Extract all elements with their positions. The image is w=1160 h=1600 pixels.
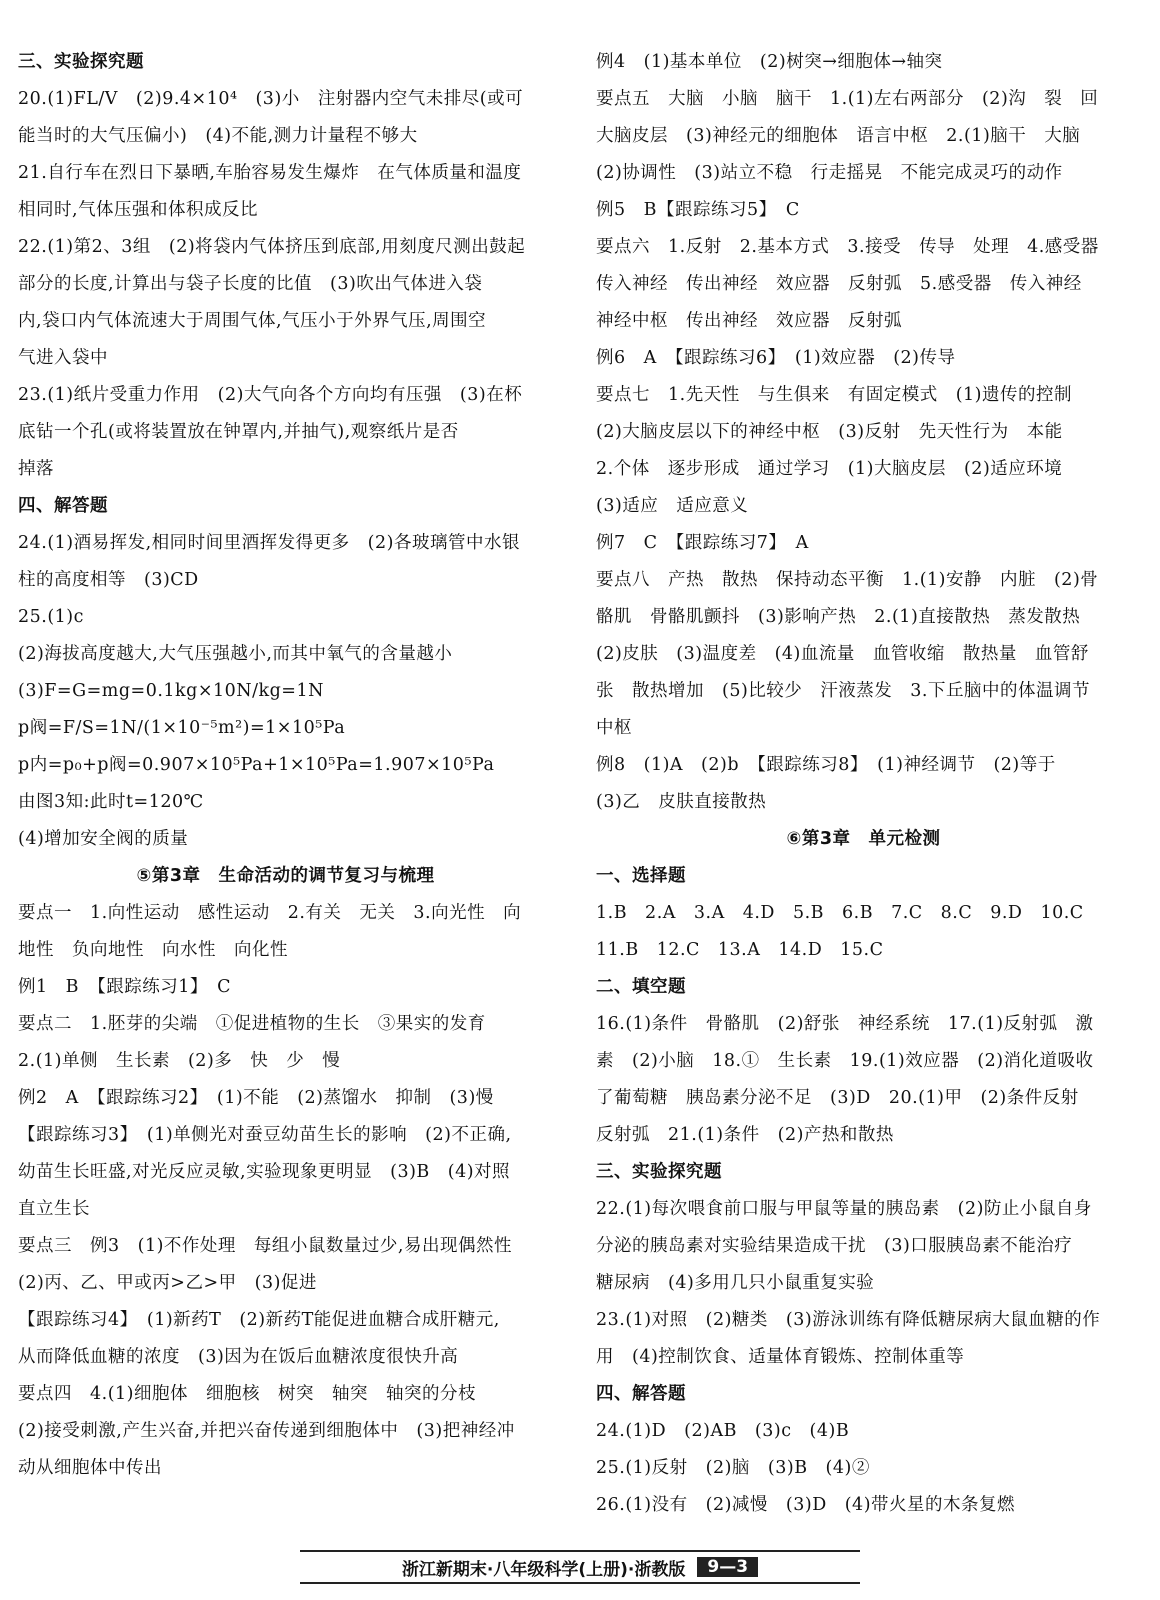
section-heading: 三、实验探究题 <box>18 52 144 72</box>
section-heading: ⑥第3章 单元检测 <box>786 829 941 849</box>
text-line: 要点四 4.(1)细胞体 细胞核 树突 轴突 轴突的分枝 <box>18 1384 476 1404</box>
text-line: 神经中枢 传出神经 效应器 反射弧 <box>596 311 902 331</box>
text-line: (3)乙 皮肤直接散热 <box>596 792 767 812</box>
text-line: 要点二 1.胚芽的尖端 ①促进植物的生长 ③果实的发育 <box>18 1014 486 1034</box>
text-line: 23.(1)纸片受重力作用 (2)大气向各个方向均有压强 (3)在杯 <box>18 385 523 405</box>
text-line: 2.个体 逐步形成 通过学习 (1)大脑皮层 (2)适应环境 <box>596 459 1063 479</box>
page-number: 9—3 <box>697 1557 758 1577</box>
text-line: 要点一 1.向性运动 感性运动 2.有关 无关 3.向光性 向 <box>18 903 522 923</box>
text-line: 11.B 12.C 13.A 14.D 15.C <box>596 940 884 960</box>
text-line: 掉落 <box>18 459 54 479</box>
text-line: 直立生长 <box>18 1199 90 1219</box>
text-line: 21.自行车在烈日下暴晒,车胎容易发生爆炸 在气体质量和温度 <box>18 163 522 183</box>
text-line: 地性 负向地性 向水性 向化性 <box>18 940 288 960</box>
text-line: 24.(1)D (2)AB (3)c (4)B <box>596 1421 850 1441</box>
left-column <box>18 44 553 1487</box>
text-line: 动从细胞体中传出 <box>18 1458 162 1478</box>
text-line: 25.(1)反射 (2)脑 (3)B (4)② <box>596 1458 870 1478</box>
text-line: 中枢 <box>596 718 632 738</box>
text-line: p内=p₀+p阀=0.907×10⁵Pa+1×10⁵Pa=1.907×10⁵Pa <box>18 755 495 775</box>
text-line: 张 散热增加 (5)比较少 汗液蒸发 3.下丘脑中的体温调节 <box>596 681 1090 701</box>
right-column <box>596 44 1131 1524</box>
section-heading: 四、解答题 <box>596 1384 686 1404</box>
text-line: 用 (4)控制饮食、适量体育锻炼、控制体重等 <box>596 1347 965 1367</box>
text-line: 24.(1)酒易挥发,相同时间里酒挥发得更多 (2)各玻璃管中水银 <box>18 533 520 553</box>
text-line: (2)大脑皮层以下的神经中枢 (3)反射 先天性行为 本能 <box>596 422 1063 442</box>
text-line: (3)F=G=mg=0.1kg×10N/kg=1N <box>18 681 324 701</box>
text-line: 例8 (1)A (2)b 【跟踪练习8】 (1)神经调节 (2)等于 <box>596 755 1056 775</box>
text-line: 大脑皮层 (3)神经元的细胞体 语言中枢 2.(1)脑干 大脑 <box>596 126 1081 146</box>
text-line: 例6 A 【跟踪练习6】 (1)效应器 (2)传导 <box>596 348 956 368</box>
text-line: 气进入袋中 <box>18 348 108 368</box>
text-line: 1.B 2.A 3.A 4.D 5.B 6.B 7.C 8.C 9.D 10.C <box>596 903 1084 923</box>
text-line: (3)适应 适应意义 <box>596 496 749 516</box>
text-line: 要点六 1.反射 2.基本方式 3.接受 传导 处理 4.感受器 <box>596 237 1099 257</box>
text-line: 糖尿病 (4)多用几只小鼠重复实验 <box>596 1273 875 1293</box>
text-line: 柱的高度相等 (3)CD <box>18 570 199 590</box>
text-line: 从而降低血糖的浓度 (3)因为在饭后血糖浓度很快升高 <box>18 1347 459 1367</box>
text-line: 例7 C 【跟踪练习7】 A <box>596 533 809 553</box>
text-line: 反射弧 21.(1)条件 (2)产热和散热 <box>596 1125 894 1145</box>
text-line: 【跟踪练习3】 (1)单侧光对蚕豆幼苗生长的影响 (2)不正确, <box>18 1125 512 1145</box>
section-heading: ⑤第3章 生命活动的调节复习与梳理 <box>136 866 435 886</box>
text-line: (2)协调性 (3)站立不稳 行走摇晃 不能完成灵巧的动作 <box>596 163 1063 183</box>
text-line: (2)海拔高度越大,大气压强越小,而其中氧气的含量越小 <box>18 644 453 664</box>
text-line: 要点八 产热 散热 保持动态平衡 1.(1)安静 内脏 (2)骨 <box>596 570 1099 590</box>
text-line: 2.(1)单侧 生长素 (2)多 快 少 慢 <box>18 1051 341 1071</box>
text-line: 底钻一个孔(或将装置放在钟罩内,并抽气),观察纸片是否 <box>18 422 459 442</box>
text-line: 22.(1)第2、3组 (2)将袋内气体挤压到底部,用刻度尺测出鼓起 <box>18 237 526 257</box>
text-line: 例1 B 【跟踪练习1】 C <box>18 977 232 997</box>
text-line: (2)皮肤 (3)温度差 (4)血流量 血管收缩 散热量 血管舒 <box>596 644 1089 664</box>
text-line: 由图3知:此时t=120℃ <box>18 792 204 812</box>
text-line: (4)增加安全阀的质量 <box>18 829 189 849</box>
text-line: 幼苗生长旺盛,对光反应灵敏,实验现象更明显 (3)B (4)对照 <box>18 1162 511 1182</box>
text-line: 23.(1)对照 (2)糖类 (3)游泳训练有降低糖尿病大鼠血糖的作 <box>596 1310 1101 1330</box>
text-line: 例5 B【跟踪练习5】 C <box>596 200 800 220</box>
text-line: 例4 (1)基本单位 (2)树突→细胞体→轴突 <box>596 52 943 72</box>
text-line: 要点五 大脑 小脑 脑干 1.(1)左右两部分 (2)沟 裂 回 <box>596 89 1099 109</box>
text-line: 了葡萄糖 胰岛素分泌不足 (3)D 20.(1)甲 (2)条件反射 <box>596 1088 1079 1108</box>
text-line: 部分的长度,计算出与袋子长度的比值 (3)吹出气体进入袋 <box>18 274 483 294</box>
text-line: 要点三 例3 (1)不作处理 每组小鼠数量过少,易出现偶然性 <box>18 1236 512 1256</box>
footer-title: 浙江新期末·八年级科学(上册)·浙教版 <box>401 1559 686 1580</box>
text-line: 22.(1)每次喂食前口服与甲鼠等量的胰岛素 (2)防止小鼠自身 <box>596 1199 1092 1219</box>
section-heading: 三、实验探究题 <box>596 1162 722 1182</box>
text-line: 16.(1)条件 骨骼肌 (2)舒张 神经系统 17.(1)反射弧 激 <box>596 1014 1094 1034</box>
text-line: 骼肌 骨骼肌颤抖 (3)影响产热 2.(1)直接散热 蒸发散热 <box>596 607 1081 627</box>
text-line: 20.(1)FL/V (2)9.4×10⁴ (3)小 注射器内空气未排尽(或可 <box>18 89 524 109</box>
text-line: 相同时,气体压强和体积成反比 <box>18 200 259 220</box>
text-line: (2)丙、乙、甲或丙>乙>甲 (3)促进 <box>18 1273 317 1293</box>
text-line: 要点七 1.先天性 与生俱来 有固定模式 (1)遗传的控制 <box>596 385 1072 405</box>
text-line: 例2 A 【跟踪练习2】 (1)不能 (2)蒸馏水 抑制 (3)慢 <box>18 1088 494 1108</box>
page-footer <box>300 1550 860 1584</box>
text-line: 素 (2)小脑 18.① 生长素 19.(1)效应器 (2)消化道吸收 <box>596 1051 1094 1071</box>
text-line: 能当时的大气压偏小) (4)不能,测力计量程不够大 <box>18 126 418 146</box>
text-line: p阀=F/S=1N/(1×10⁻⁵m²)=1×10⁵Pa <box>18 718 346 738</box>
text-line: 26.(1)没有 (2)减慢 (3)D (4)带火星的木条复燃 <box>596 1495 1016 1515</box>
text-line: 25.(1)c <box>18 607 84 627</box>
text-line: (2)接受刺激,产生兴奋,并把兴奋传递到细胞体中 (3)把神经冲 <box>18 1421 515 1441</box>
section-heading: 四、解答题 <box>18 496 108 516</box>
section-heading: 二、填空题 <box>596 977 686 997</box>
text-line: 传入神经 传出神经 效应器 反射弧 5.感受器 传入神经 <box>596 274 1082 294</box>
text-line: 内,袋口内气体流速大于周围气体,气压小于外界气压,周围空 <box>18 311 487 331</box>
section-heading: 一、选择题 <box>596 866 686 886</box>
text-line: 分泌的胰岛素对实验结果造成干扰 (3)口服胰岛素不能治疗 <box>596 1236 1073 1256</box>
text-line: 【跟踪练习4】 (1)新药T (2)新药T能促进血糖合成肝糖元, <box>18 1310 500 1330</box>
